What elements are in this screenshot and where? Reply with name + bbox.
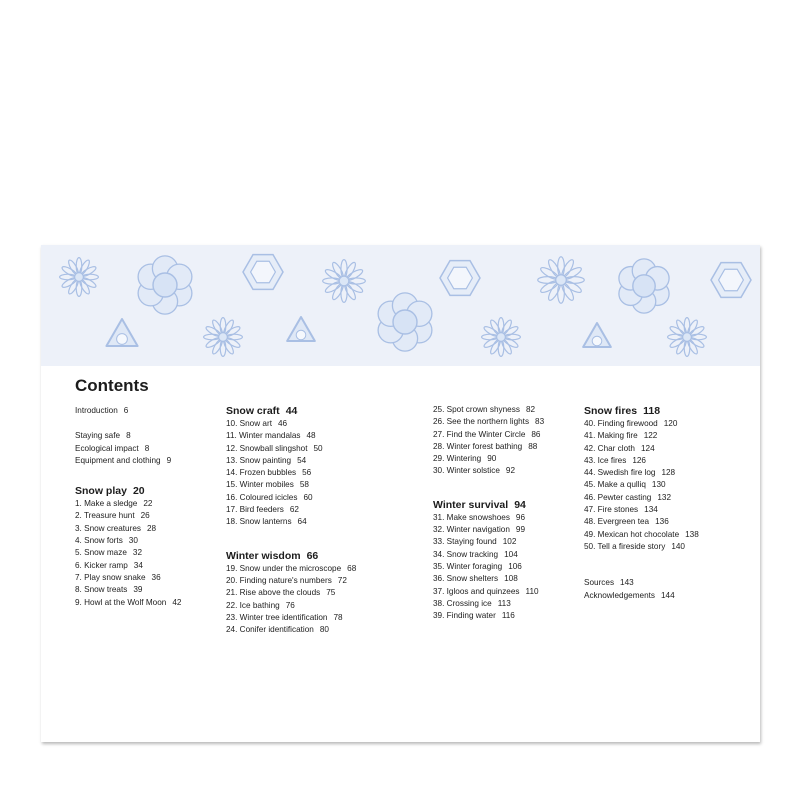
toc-entry-label: 50. Tell a fireside story <box>584 541 666 551</box>
toc-entry-page: 83 <box>535 417 545 427</box>
toc-entry-page: 116 <box>501 611 515 621</box>
toc-entry <box>433 610 603 622</box>
toc-entry-page: 99 <box>515 525 526 535</box>
toc-entry-page: 144 <box>661 590 675 600</box>
toc-entry-label: 33. Staying found <box>433 537 497 547</box>
toc-group <box>75 485 245 609</box>
toc-entry-label: 9. Howl at the Wolf Moon <box>75 597 167 607</box>
toc-entry-label: 46. Pewter casting <box>584 492 652 502</box>
toc-entry-label: 39. Finding water <box>433 611 496 621</box>
toc-entry-label: 10. Snow art <box>226 419 272 428</box>
toc-entry <box>584 455 754 467</box>
toc-entry-page: 8 <box>144 443 150 453</box>
section-heading-page: 94 <box>514 498 526 511</box>
toc-entry-label: 45. Make a qulliq <box>584 480 646 490</box>
toc-entry-label: 7. Play snow snake <box>75 572 146 582</box>
book-page <box>41 245 760 742</box>
toc-entry-page: 8 <box>126 431 131 441</box>
toc-entry-page: 50 <box>313 443 323 453</box>
toc-entry-label: 8. Snow treats <box>75 585 128 595</box>
toc-group <box>584 577 754 602</box>
toc-entry-page: 56 <box>302 468 312 478</box>
snowflake-icon <box>204 318 243 357</box>
toc-entry-page: 26 <box>140 511 150 521</box>
toc-group <box>75 430 245 467</box>
snowflake-icon <box>243 255 283 290</box>
toc-entry-label: 22. Ice bathing <box>226 600 280 610</box>
toc-entry <box>75 510 245 522</box>
toc-entry <box>584 529 754 541</box>
snowflake-banner <box>41 245 760 366</box>
toc-entry <box>226 492 396 504</box>
toc-entry-label: Ecological impact <box>75 443 139 453</box>
toc-entry-label: 30. Winter solstice <box>433 466 500 476</box>
toc-entry <box>584 504 754 516</box>
toc-entry-label: 31. Make snowshoes <box>433 512 510 522</box>
section-heading <box>226 405 396 418</box>
toc-entry-label: Acknowledgements <box>584 590 655 600</box>
toc-entry-label: 37. Igloos and quinzees <box>433 586 520 596</box>
toc-entry-label: Staying safe <box>75 431 121 441</box>
toc-entry-page: 110 <box>525 586 539 596</box>
section-heading-page: 20 <box>132 485 145 498</box>
toc-entry <box>433 549 603 561</box>
snowflake-icon <box>60 258 99 297</box>
toc-entry-page: 54 <box>297 455 307 465</box>
section-heading <box>75 485 245 498</box>
toc-entry-page: 46 <box>277 419 288 428</box>
toc-entry-label: Sources <box>584 578 615 588</box>
toc-entry-page: 64 <box>297 517 307 527</box>
snowflake-icon <box>711 263 751 298</box>
toc-entry-page: 124 <box>640 443 655 453</box>
toc-entry-label: 18. Snow lanterns <box>226 517 292 527</box>
toc-entry-label: 15. Winter mobiles <box>226 480 294 490</box>
toc-entry-label: 47. Fire stones <box>584 505 639 515</box>
section-heading-label: Winter wisdom <box>226 549 301 562</box>
toc-entry-page: 80 <box>319 625 329 635</box>
toc-entry-page: 82 <box>525 405 536 414</box>
toc-entry <box>75 455 245 467</box>
toc-entry-label: 2. Treasure hunt <box>75 511 135 521</box>
toc-entry <box>226 504 396 516</box>
toc-entry <box>584 516 754 528</box>
toc-entry <box>75 535 245 547</box>
toc-entry <box>433 586 603 598</box>
snowflake-icon <box>619 259 669 313</box>
toc-entry <box>226 587 396 599</box>
section-heading-label: Snow craft <box>226 405 280 417</box>
snowflake-icon <box>482 318 521 357</box>
toc-entry <box>584 443 754 455</box>
toc-column-1 <box>75 405 245 622</box>
toc-entry-label: 41. Making fire <box>584 431 638 441</box>
toc-entry-page: 28 <box>147 523 157 533</box>
toc-entry-page: 76 <box>285 600 295 610</box>
toc-entry <box>584 418 754 430</box>
toc-entry-label: 48. Evergreen tea <box>584 517 650 527</box>
toc-entry <box>226 443 396 455</box>
toc-entry-label: 28. Winter forest bathing <box>433 441 523 451</box>
toc-group <box>75 405 245 417</box>
toc-entry-page: 86 <box>531 429 541 439</box>
section-heading <box>433 499 603 512</box>
toc-entry <box>226 418 396 430</box>
toc-entry-label: 32. Winter navigation <box>433 525 510 535</box>
toc-entry-label: 21. Rise above the clouds <box>226 588 321 598</box>
toc-entry-label: 29. Wintering <box>433 454 482 464</box>
toc-entry <box>433 416 603 428</box>
toc-entry <box>584 479 754 491</box>
toc-entry-page: 30 <box>128 536 138 546</box>
toc-entry <box>75 443 245 455</box>
toc-entry <box>75 430 245 442</box>
toc-entry <box>226 516 396 528</box>
toc-entry-label: 43. Ice fires <box>584 455 627 465</box>
toc-entry-label: 5. Snow maze <box>75 548 127 558</box>
toc-entry <box>226 575 396 587</box>
toc-entry-page: 134 <box>644 505 658 515</box>
toc-entry-page: 68 <box>347 563 357 573</box>
section-heading-label: Snow fires <box>584 405 638 417</box>
toc-entry <box>226 600 396 612</box>
toc-entry-label: 11. Winter mandalas <box>226 431 301 441</box>
snowflake-icon <box>138 256 192 314</box>
toc-entry-label: 42. Char cloth <box>584 443 635 453</box>
section-heading-page: 118 <box>643 405 661 417</box>
toc-entry-label: 40. Finding firewood <box>584 419 658 428</box>
toc-entry-label: 36. Snow shelters <box>433 574 499 584</box>
toc-group <box>226 550 396 637</box>
toc-entry <box>75 523 245 535</box>
toc-entry-page: 58 <box>299 480 309 490</box>
toc-entry <box>226 563 396 575</box>
toc-group <box>226 405 396 529</box>
toc-entry <box>584 430 754 442</box>
toc-entry-page: 120 <box>663 419 678 428</box>
toc-entry-page: 92 <box>505 466 515 476</box>
toc-entry-label: 3. Snow creatures <box>75 523 141 533</box>
toc-entry <box>433 465 603 477</box>
section-heading-page: 44 <box>285 405 298 417</box>
toc-entry-label: 17. Bird feeders <box>226 505 284 515</box>
toc-entry-label: 14. Frozen bubbles <box>226 468 297 478</box>
toc-entry <box>75 584 245 596</box>
toc-entry <box>226 467 396 479</box>
toc-entry-page: 132 <box>657 492 672 502</box>
toc-entry-page: 108 <box>504 574 518 584</box>
snowflake-icon <box>538 257 585 304</box>
toc-entry-page: 96 <box>515 512 526 522</box>
toc-entry <box>226 430 396 442</box>
toc-entry-label: 4. Snow forts <box>75 536 123 546</box>
toc-entry <box>433 441 603 453</box>
section-heading-page: 66 <box>306 549 319 562</box>
toc-entry-page: 78 <box>333 612 343 622</box>
toc-group <box>433 499 603 623</box>
toc-entry-page: 128 <box>661 468 676 478</box>
toc-entry <box>584 590 754 602</box>
section-heading-label: Snow play <box>75 485 127 498</box>
toc-entry <box>584 541 754 553</box>
toc-entry-page: 140 <box>671 541 685 551</box>
toc-entry-page: 75 <box>326 588 336 598</box>
toc-entry <box>433 598 603 610</box>
toc-entry-label: 35. Winter foraging <box>433 561 503 571</box>
section-heading-label: Winter survival <box>433 498 509 511</box>
toc-entry-label: 13. Snow painting <box>226 455 292 465</box>
toc-entry <box>75 560 245 572</box>
toc-entry-label: 19. Snow under the microscope <box>226 563 342 573</box>
snowflake-icon <box>440 261 480 296</box>
toc-entry-label: Equipment and clothing <box>75 455 161 465</box>
snowflake-icon <box>106 319 137 346</box>
toc-entry <box>433 573 603 585</box>
toc-column-2 <box>226 405 396 649</box>
toc-entry <box>226 612 396 624</box>
toc-entry-page: 32 <box>132 548 142 558</box>
toc-entry <box>433 404 603 416</box>
toc-entry-label: 44. Swedish fire log <box>584 468 656 478</box>
toc-entry-page: 22 <box>143 499 153 509</box>
toc-entry-label: 24. Conifer identification <box>226 625 314 635</box>
toc-entry-page: 104 <box>504 549 518 559</box>
toc-entry-label: 34. Snow tracking <box>433 549 499 559</box>
toc-entry-page: 113 <box>497 598 511 608</box>
section-heading <box>226 550 396 563</box>
toc-entry-label: 27. Find the Winter Circle <box>433 429 526 439</box>
toc-entry-label: Introduction <box>75 406 118 415</box>
toc-entry <box>433 524 603 536</box>
toc-entry-page: 143 <box>620 578 634 588</box>
toc-entry-label: 38. Crossing ice <box>433 598 492 608</box>
toc-entry <box>433 512 603 524</box>
toc-entry-page: 102 <box>502 537 517 547</box>
toc-entry-page: 88 <box>528 441 538 451</box>
toc-entry <box>75 405 245 417</box>
toc-entry-label: 26. See the northern lights <box>433 417 530 427</box>
page-title: Contents <box>75 376 149 395</box>
snowflake-icon <box>583 323 611 347</box>
toc-entry-page: 9 <box>166 455 172 465</box>
toc-entry <box>433 536 603 548</box>
toc-entry-label: 1. Make a sledge <box>75 499 138 509</box>
toc-entry-page: 6 <box>123 406 129 415</box>
toc-entry <box>75 498 245 510</box>
toc-entry <box>75 572 245 584</box>
snowflake-illustrations <box>41 245 760 366</box>
toc-group <box>433 404 603 478</box>
toc-entry-label: 25. Spot crown shyness <box>433 405 520 414</box>
toc-entry-page: 130 <box>651 480 666 490</box>
toc-column-4 <box>584 405 754 615</box>
toc-entry-page: 72 <box>337 575 347 585</box>
toc-entry-page: 34 <box>133 560 143 570</box>
toc-entry-page: 106 <box>508 561 522 571</box>
toc-entry-page: 62 <box>289 505 299 515</box>
toc-entry <box>75 547 245 559</box>
toc-entry-label: 49. Mexican hot chocolate <box>584 529 680 539</box>
snowflake-icon <box>287 317 315 341</box>
toc-entry-page: 126 <box>632 455 646 465</box>
toc-entry <box>433 561 603 573</box>
toc-group <box>584 405 754 553</box>
toc-entry-page: 136 <box>655 517 669 527</box>
toc-entry-page: 138 <box>685 529 699 539</box>
toc-entry <box>226 624 396 636</box>
toc-entry <box>75 597 245 609</box>
snowflake-icon <box>668 318 707 357</box>
snowflake-icon <box>378 293 432 351</box>
toc-entry-page: 60 <box>303 492 313 502</box>
toc-entry <box>584 492 754 504</box>
toc-column-3 <box>433 404 603 635</box>
section-heading <box>584 405 754 418</box>
toc-entry-label: 12. Snowball slingshot <box>226 443 308 453</box>
toc-entry-page: 42 <box>172 597 182 607</box>
snowflake-icon <box>323 260 366 303</box>
toc-entry <box>433 429 603 441</box>
toc-entry-label: 6. Kicker ramp <box>75 560 128 570</box>
toc-entry-page: 48 <box>306 431 316 441</box>
toc-entry-label: 16. Coloured icicles <box>226 492 298 502</box>
toc-entry <box>584 577 754 589</box>
toc-entry-page: 39 <box>133 585 143 595</box>
toc-entry-page: 36 <box>151 572 161 582</box>
toc-entry-page: 90 <box>487 454 497 464</box>
toc-entry-label: 23. Winter tree identification <box>226 612 328 622</box>
toc-entry <box>226 479 396 491</box>
toc-entry <box>433 453 603 465</box>
toc-entry-page: 122 <box>643 431 658 441</box>
toc-entry <box>226 455 396 467</box>
toc-entry <box>584 467 754 479</box>
toc-entry-label: 20. Finding nature's numbers <box>226 575 332 585</box>
